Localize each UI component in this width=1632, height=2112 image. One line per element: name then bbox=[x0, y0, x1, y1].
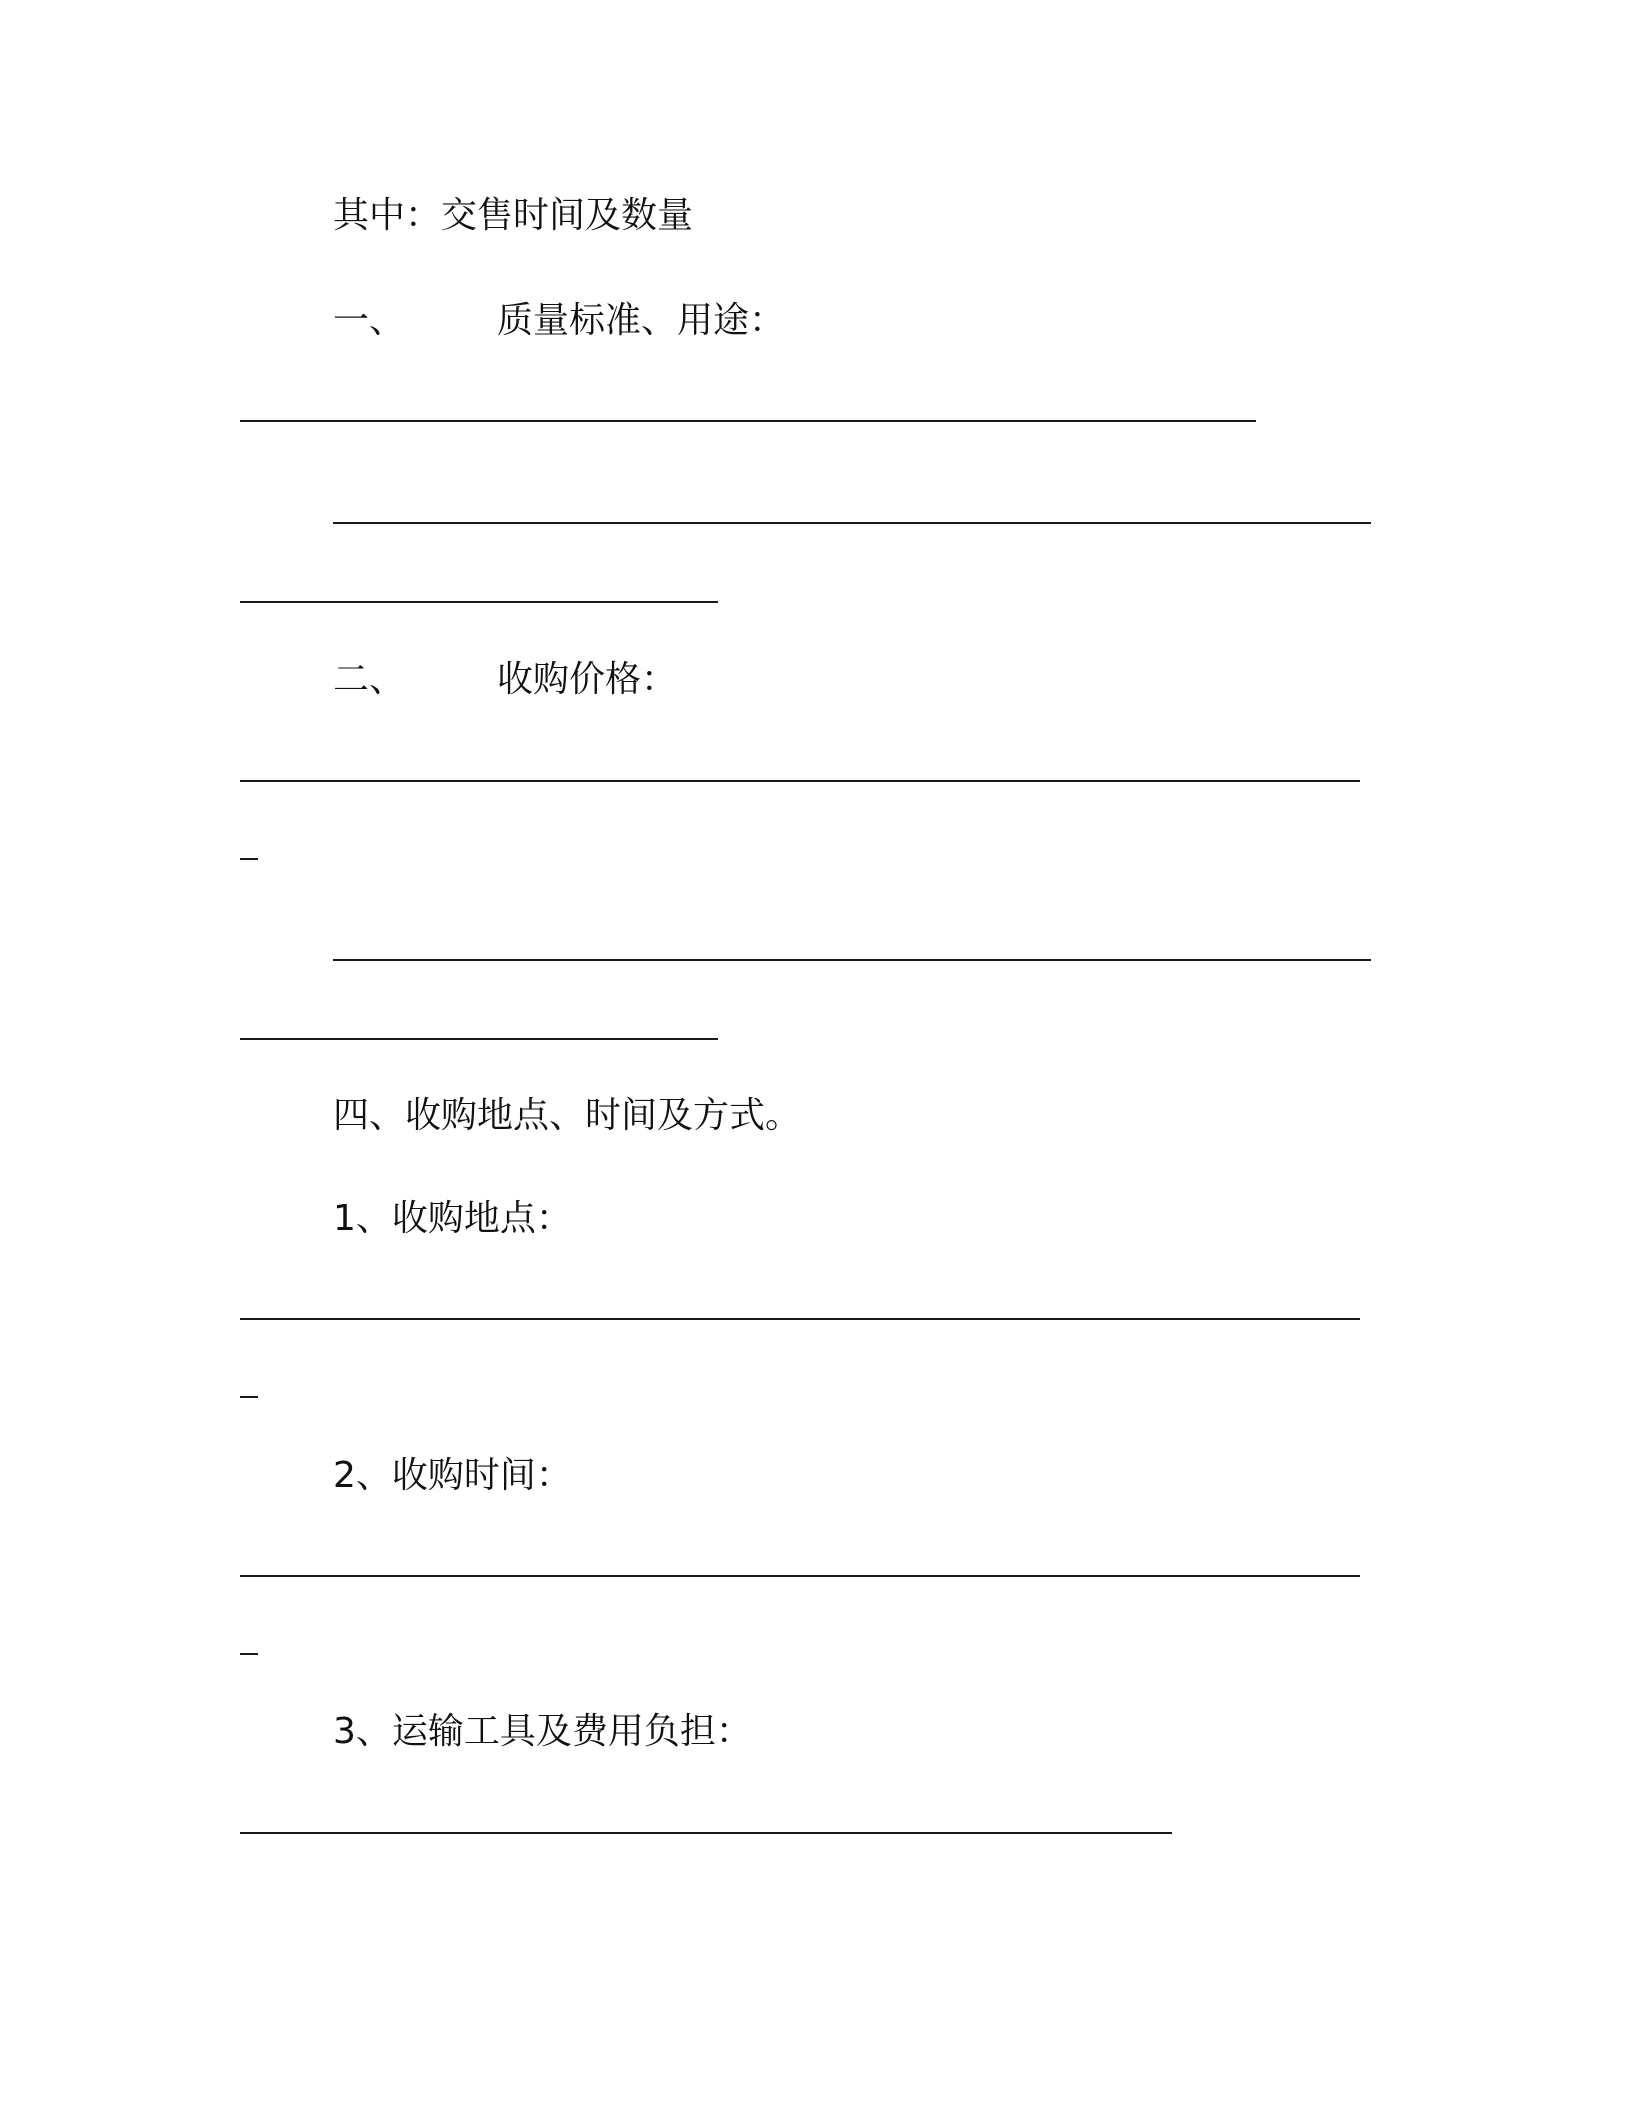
section-1-heading bbox=[333, 299, 785, 343]
item-1-location: 1、收购地点： bbox=[333, 1198, 572, 1239]
fill-line bbox=[240, 1396, 258, 1398]
heading-quantity: 其中：交售时间及数量 bbox=[333, 195, 694, 236]
fill-line bbox=[240, 1318, 1360, 1320]
fill-line bbox=[240, 858, 258, 860]
fill-line bbox=[333, 959, 1371, 961]
section-2-number: 二、 bbox=[333, 659, 406, 700]
item-3-transport: 3、运输工具及费用负担： bbox=[333, 1711, 752, 1752]
item-2-time: 2、收购时间： bbox=[333, 1455, 572, 1496]
section-4-heading: 四、收购地点、时间及方式。 bbox=[333, 1095, 802, 1136]
section-1-number: 一、 bbox=[333, 300, 406, 341]
fill-line bbox=[240, 1038, 718, 1040]
fill-line bbox=[240, 420, 1256, 422]
fill-line bbox=[333, 522, 1371, 524]
fill-line bbox=[240, 601, 718, 603]
section-2-heading bbox=[333, 658, 677, 702]
fill-line bbox=[240, 1832, 1172, 1834]
fill-line bbox=[240, 780, 1360, 782]
fill-line bbox=[240, 1653, 258, 1655]
section-2-title: 收购价格： bbox=[497, 659, 678, 700]
section-1-title: 质量标准、用途： bbox=[497, 300, 786, 341]
fill-line bbox=[240, 1575, 1360, 1577]
